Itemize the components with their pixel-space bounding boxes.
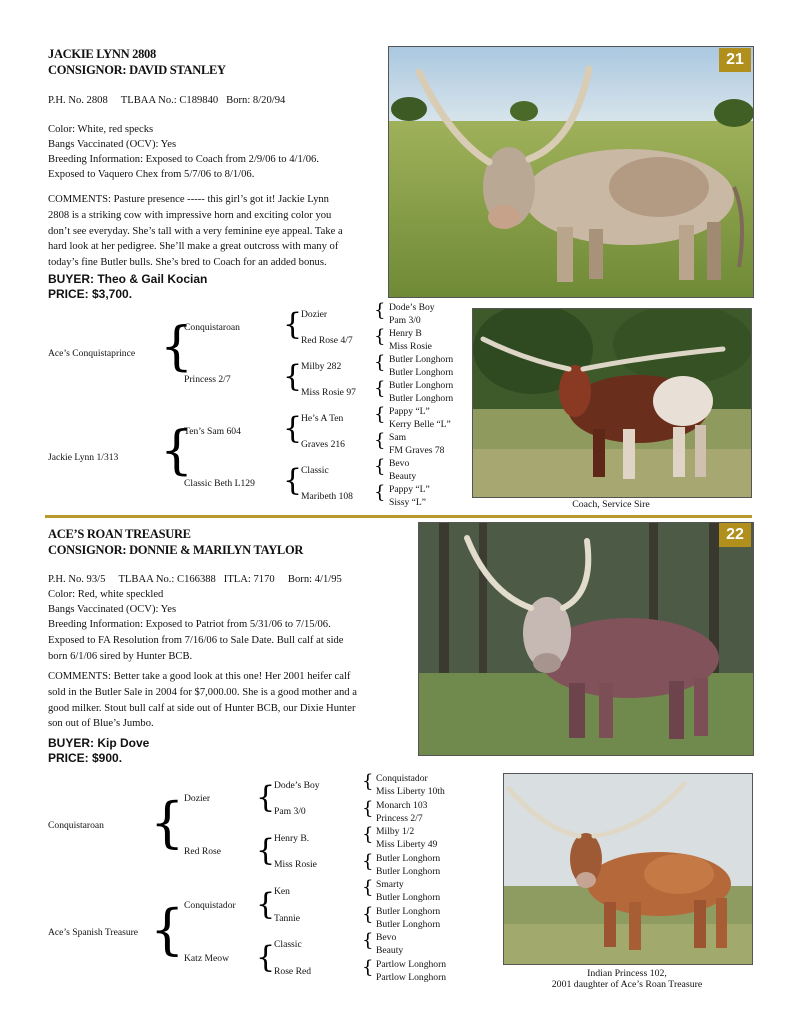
lot21-brace-g3-2: { bbox=[283, 359, 303, 394]
lot21-dam: Jackie Lynn 1/313 bbox=[48, 452, 119, 463]
lot22-g4-6: Miss Liberty 49 bbox=[376, 839, 438, 850]
lot21-g4-1: Dode’s Boy bbox=[389, 302, 435, 313]
lot21-buyer: BUYER: Theo & Gail Kocian bbox=[48, 272, 208, 286]
lot21-g3-8: Maribeth 108 bbox=[301, 491, 353, 502]
lot22-consignor: CONSIGNOR: DONNIE & MARILYN TAYLOR bbox=[48, 543, 304, 557]
coach-sire-photo bbox=[472, 308, 752, 498]
indian-princess-photo bbox=[503, 773, 753, 965]
lot21-color: Color: White, red specks bbox=[48, 124, 154, 135]
lot21-brace-g3-3: { bbox=[283, 411, 303, 446]
lot21-number-badge: 21 bbox=[719, 48, 751, 72]
lot22-brace-sire: { bbox=[150, 791, 185, 854]
lot22-g4-4: Princess 2/7 bbox=[376, 813, 423, 824]
lot22-brace-g3-4: { bbox=[256, 940, 276, 975]
lot21-bangs: Bangs Vaccinated (OCV): Yes bbox=[48, 139, 177, 150]
lot22-brace-g3-2: { bbox=[256, 833, 276, 868]
lot22-g4-13: Bevo bbox=[376, 932, 397, 943]
lot21-comments: COMMENTS: Pasture presence ----- this girl’s got it! Jackie Lynn 2808 is a striking cow with impressive horn and exciting color you don’t see everyday. She’s tall with a very feminine eye appeal. Take a hard look at her pedigree. She’ll make a great outcross with many of today’s fine Butler bulls. She’s bred to Coach for an added bonus. bbox=[48, 194, 343, 269]
lot21-g3-4: Miss Rosie 97 bbox=[301, 387, 356, 398]
lot22-g3-3: Henry B. bbox=[274, 833, 310, 844]
lot22-brace-g4-8: { bbox=[362, 957, 374, 978]
lot21-g4-11: Sam bbox=[389, 432, 407, 443]
longhorn-cow-image bbox=[504, 774, 752, 964]
lot21-g4-16: Sissy “L” bbox=[389, 497, 427, 508]
lot22-price: PRICE: $900. bbox=[48, 751, 123, 765]
lot21-g3-5: He’s A Ten bbox=[301, 413, 344, 424]
lot22-color: Color: Red, white speckled bbox=[48, 589, 164, 600]
lot21-g3-7: Classic bbox=[301, 465, 329, 476]
lot21-brace-g4-8: { bbox=[374, 482, 386, 503]
lot22-number-badge: 22 bbox=[719, 523, 751, 547]
lot22-g3-6: Tannie bbox=[274, 913, 300, 924]
lot22-g4-3: Monarch 103 bbox=[376, 800, 428, 811]
lot22-comments: COMMENTS: Better take a good look at this one! Her 2001 heifer calf sold in the Butler Sale in 2004 for $7,000.00. She is a good mother and a good milker. Stout bull calf at side out of Hunter BCB, our Dixie Hunter son out of Blue’s Jumbo. bbox=[48, 671, 357, 730]
lot21-sire: Ace’s Conquistaprince bbox=[48, 348, 136, 359]
lot21-brace-g3-1: { bbox=[283, 307, 303, 342]
lot22-g4-2: Miss Liberty 10th bbox=[376, 786, 445, 797]
lot21-brace-g4-6: { bbox=[374, 430, 386, 451]
coach-caption: Coach, Service Sire bbox=[572, 499, 650, 510]
lot22-g4-12: Butler Longhorn bbox=[376, 919, 441, 930]
lot21-g4-9: Pappy “L” bbox=[389, 406, 430, 417]
lot21-g2-4: Classic Beth L129 bbox=[184, 478, 255, 489]
lot21-brace-dam: { bbox=[160, 421, 194, 481]
lot22-g3-2: Pam 3/0 bbox=[274, 806, 306, 817]
lot21-g2-1: Conquistaroan bbox=[184, 322, 240, 333]
lot21-g4-2: Pam 3/0 bbox=[389, 315, 421, 326]
longhorn-cow-image bbox=[389, 47, 753, 297]
lot22-g2-3: Conquistador bbox=[184, 900, 236, 911]
lot-divider bbox=[45, 515, 752, 518]
lot22-buyer: BUYER: Kip Dove bbox=[48, 736, 150, 750]
lot22-brace-dam: { bbox=[150, 898, 185, 961]
lot21-g4-14: Beauty bbox=[389, 471, 417, 482]
lot22-g4-9: Smarty bbox=[376, 879, 404, 890]
lot22-breeding: Breeding Information: Exposed to Patriot from 5/31/06 to 7/15/06. Exposed to FA Resolution from 7/16/06 to Sale Date. Bull calf at side born 6/1/06 sired by Hunter BCB. bbox=[48, 619, 344, 662]
indian-princess-caption: Indian Princess 102, 2001 daughter of Ace’s Roan Treasure bbox=[551, 968, 703, 990]
lot22-brace-g4-6: { bbox=[362, 904, 374, 925]
lot21-brace-g4-1: { bbox=[374, 300, 386, 321]
lot21-g3-2: Red Rose 4/7 bbox=[301, 335, 353, 346]
longhorn-bull-image bbox=[473, 309, 751, 497]
lot21-g4-13: Bevo bbox=[389, 458, 410, 469]
lot21-brace-g4-5: { bbox=[374, 404, 386, 425]
lot21-consignor: CONSIGNOR: DAVID STANLEY bbox=[48, 63, 226, 77]
lot21-g2-3: Ten’s Sam 604 bbox=[184, 426, 241, 437]
lot22-brace-g4-3: { bbox=[362, 824, 374, 845]
lot21-g4-10: Kerry Belle “L” bbox=[389, 419, 451, 430]
lot22-dam: Ace’s Spanish Treasure bbox=[48, 927, 139, 938]
lot21-g3-3: Milby 282 bbox=[301, 361, 342, 372]
lot22-g4-14: Beauty bbox=[376, 945, 404, 956]
lot21-breeding-2: Exposed to Vaquero Chex from 5/7/06 to 8/1/06. bbox=[48, 169, 255, 180]
lot22-g4-10: Butler Longhorn bbox=[376, 892, 441, 903]
lot22-g4-15: Partlow Longhorn bbox=[376, 959, 447, 970]
lot21-g3-6: Graves 216 bbox=[301, 439, 345, 450]
lot22-ids: P.H. No. 93/5 TLBAA No.: C166388 ITLA: 7170 Born: 4/1/95 bbox=[48, 574, 342, 585]
lot22-g4-16: Partlow Longhorn bbox=[376, 972, 447, 983]
longhorn-cow-image bbox=[419, 523, 753, 755]
lot22-g3-5: Ken bbox=[274, 886, 290, 897]
lot22-brace-g4-5: { bbox=[362, 877, 374, 898]
lot22-cow-photo bbox=[418, 522, 754, 756]
lot21-price: PRICE: $3,700. bbox=[48, 287, 133, 301]
lot22-brace-g4-4: { bbox=[362, 851, 374, 872]
lot21-g4-8: Butler Longhorn bbox=[389, 393, 454, 404]
lot21-g4-6: Butler Longhorn bbox=[389, 367, 454, 378]
lot21-brace-g4-4: { bbox=[374, 378, 386, 399]
lot21-brace-g4-7: { bbox=[374, 456, 386, 477]
lot21-g4-5: Butler Longhorn bbox=[389, 354, 454, 365]
lot21-brace-sire: { bbox=[160, 317, 194, 377]
lot21-g4-7: Butler Longhorn bbox=[389, 380, 454, 391]
lot22-g3-1: Dode’s Boy bbox=[274, 780, 320, 791]
lot22-g4-5: Milby 1/2 bbox=[376, 826, 415, 837]
lot22-sire: Conquistaroan bbox=[48, 820, 104, 831]
lot21-cow-photo bbox=[388, 46, 754, 298]
lot22-brace-g3-3: { bbox=[256, 887, 276, 922]
lot22-g3-4: Miss Rosie bbox=[274, 859, 317, 870]
lot22-brace-g4-1: { bbox=[362, 771, 374, 792]
lot22-g3-8: Rose Red bbox=[274, 966, 312, 977]
lot22-g2-1: Dozier bbox=[184, 793, 211, 804]
lot21-g4-12: FM Graves 78 bbox=[389, 445, 445, 456]
lot21-brace-g3-4: { bbox=[283, 463, 303, 498]
lot21-g4-15: Pappy “L” bbox=[389, 484, 430, 495]
lot21-brace-g4-3: { bbox=[374, 352, 386, 373]
lot21-breeding-1: Breeding Information: Exposed to Coach from 2/9/06 to 4/1/06. bbox=[48, 154, 319, 165]
lot22-name: ACE’S ROAN TREASURE bbox=[48, 527, 191, 541]
lot21-g2-2: Princess 2/7 bbox=[184, 374, 231, 385]
lot21-g4-3: Henry B bbox=[389, 328, 422, 339]
lot21-g3-1: Dozier bbox=[301, 309, 328, 320]
lot21-name: JACKIE LYNN 2808 bbox=[48, 47, 156, 61]
lot22-g3-7: Classic bbox=[274, 939, 302, 950]
lot22-brace-g3-1: { bbox=[256, 780, 276, 815]
lot22-g2-4: Katz Meow bbox=[184, 953, 230, 964]
lot22-brace-g4-2: { bbox=[362, 798, 374, 819]
lot21-ids: P.H. No. 2808 TLBAA No.: C189840 Born: 8/20/94 bbox=[48, 95, 286, 106]
lot22-g4-1: Conquistador bbox=[376, 773, 428, 784]
lot21-g4-4: Miss Rosie bbox=[389, 341, 432, 352]
lot22-bangs: Bangs Vaccinated (OCV): Yes bbox=[48, 604, 177, 615]
lot22-g4-8: Butler Longhorn bbox=[376, 866, 441, 877]
lot22-brace-g4-7: { bbox=[362, 930, 374, 951]
lot21-brace-g4-2: { bbox=[374, 326, 386, 347]
lot22-g4-11: Butler Longhorn bbox=[376, 906, 441, 917]
lot22-g4-7: Butler Longhorn bbox=[376, 853, 441, 864]
lot22-g2-2: Red Rose bbox=[184, 846, 222, 857]
